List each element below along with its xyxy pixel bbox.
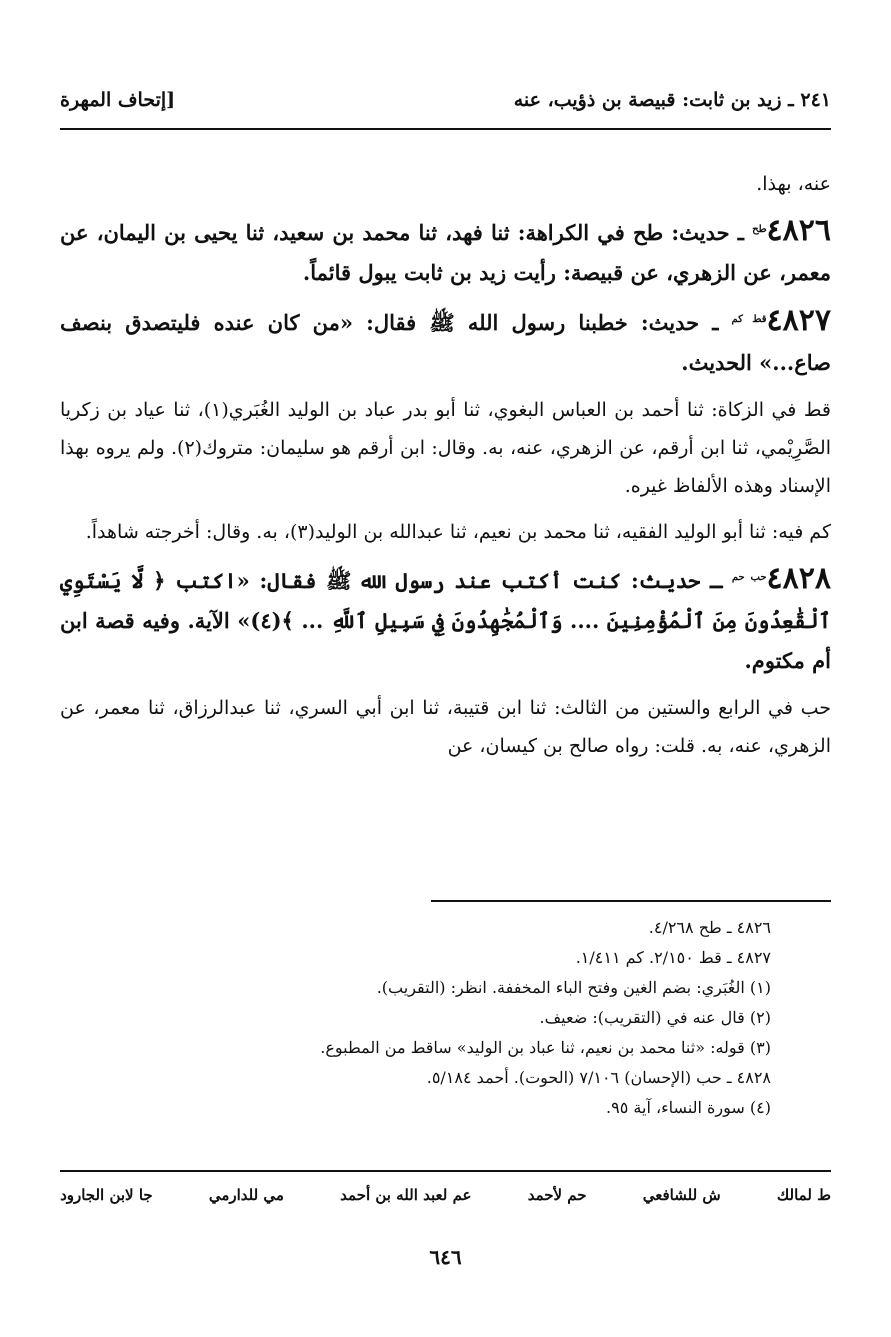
source-sigla: قط كم [731,314,767,325]
sigla-legend [60,1186,831,1204]
footnote: (٢) قال عنه في (التقريب): ضعيف. [539,1008,771,1027]
commentary-4827-qt: قط في الزكاة: ثنا أحمد بن العباس البغوي، ثنا أبو بدر عباد بن الوليد الغُبَري(١)، ثنا عياد بن زكريا الصَّرِيْمي، ثنا ابن أرقم، عن الزهري، عنه، به. وقال: ابن أرقم هو سليمان: متروك(٢). ولم يروه بهذا الإسناد وهذه الألفاظ غيره. [60,399,831,497]
running-header [60,80,831,130]
footnote: (١) الغُبَري: بضم الغين وفتح الباء المخففة. انظر: (التقريب). [376,978,771,997]
main-text [60,165,831,773]
footnote-divider [431,900,831,902]
source-sigla: حب حم [731,572,767,583]
footnotes [60,912,771,1124]
book-title: [إتحاف المهرة [60,89,176,111]
legend-divider [60,1170,831,1172]
source-sigla: طح [752,224,767,235]
legend-item: مي للدارمي [208,1186,284,1204]
legend-item: حم لأحمد [527,1186,587,1204]
hadith-4828 [60,559,831,681]
hadith-text: ـ حديث: كنت أكتب عند رسول الله ﷺ فقال: «اكتب ﴿ لَّا يَسْتَوِي ٱلْقَٰعِدُونَ مِنَ ٱلْمُؤْمِنِينَ .... وَٱلْمُجَٰهِدُونَ فِي سَبِيلِ ٱللَّهِ ... ﴾(٤)» الآية. وفيه قصة ابن أم مكتوم. [60,568,832,673]
hadith-text: ـ حديث: طح في الكراهة: ثنا فهد، ثنا محمد بن سعيد، ثنا يحيى بن اليمان، عن معمر، عن الزهري، عن قبيصة: رأيت زيد بن ثابت يبول قائماً. [60,220,831,285]
hadith-text: ـ حديث: خطبنا رسول الله ﷺ فقال: «من كان عنده فليتصدق بنصف صاع...» الحديث. [60,310,831,375]
footnote: (٣) قوله: «ثنا محمد بن نعيم، ثنا عباد بن الوليد» ساقط من المطبوع. [320,1038,771,1057]
legend-item: جا لابن الجارود [60,1186,153,1204]
page-number: ٦٤٦ [429,1245,462,1269]
hadith-number: ٤٨٢٨ [766,561,831,596]
legend-item: ط لمالك [776,1186,831,1204]
commentary-4828-hb: حب في الرابع والستين من الثالث: ثنا ابن قتيبة، ثنا ابن أبي السري، ثنا عبدالرزاق، ثنا معمر، عن الزهري، عنه، به. قلت: رواه صالح بن كيسان، عن [60,697,831,757]
hadith-number: ٤٨٢٧ [766,303,831,338]
legend-item: عم لعبد الله بن أحمد [340,1186,472,1204]
hadith-number: ٤٨٢٦ [766,213,831,248]
footnote: ٤٨٢٧ ـ قط ٢/١٥٠. كم ١/٤١١. [575,948,771,967]
continuation-line: عنه، بهذا. [756,173,831,195]
footnote: ٤٨٢٨ ـ حب (الإحسان) ٧/١٠٦ (الحوت). أحمد ٥/١٨٤. [426,1068,771,1087]
chapter-title: ٢٤١ ـ زيد بن ثابت: قبيصة بن ذؤيب، عنه [513,89,831,111]
commentary-4827-km: كم فيه: ثنا أبو الوليد الفقيه، ثنا محمد بن نعيم، ثنا عبدالله بن الوليد(٣)، به. وقال: أخرجته شاهداً. [85,521,831,543]
legend-item: ش للشافعي [642,1186,721,1204]
hadith-4827 [60,301,831,383]
footnote: ٤٨٢٦ ـ طح ٤/٢٦٨. [648,918,771,937]
footnote: (٤) سورة النساء، آية ٩٥. [606,1098,771,1117]
hadith-4826 [60,211,831,293]
